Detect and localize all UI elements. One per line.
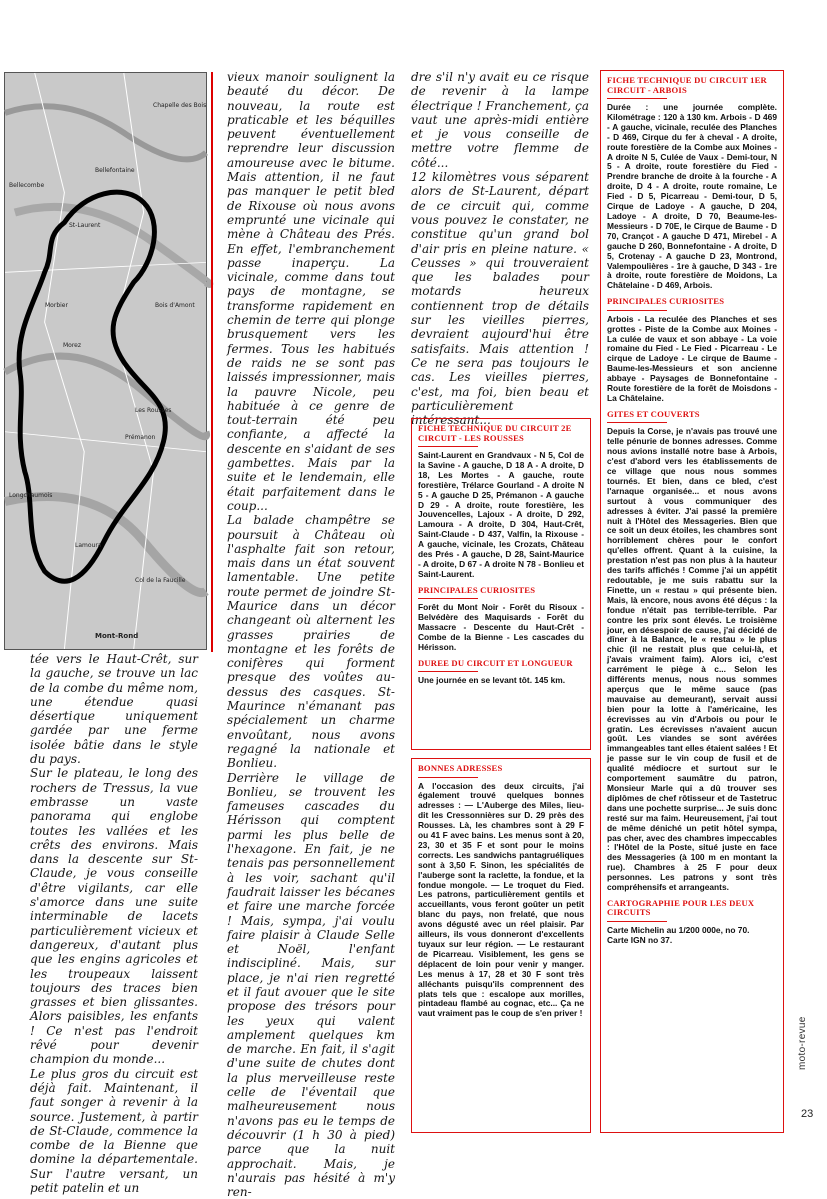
map-label: Bois d'Amont [155, 302, 195, 309]
magazine-name: moto-revue [797, 1016, 808, 1070]
curiosities-list: Arbois - La reculée des Planches et ses grottes - Piste de la Combe aux Moines - La culée de vaux et son abbaye - La voie romaine du Fied - Le Fied - Picarreau - Le cirque de Ladoye - Le cirque de Baume - Baume-les-Messieurs et son ancienne abbaye - Paysages de Bonnefontaine - Route forestière de la forêt de Moisdons - La Châtelaine. [607, 313, 777, 403]
map-label: Mont-Rond [95, 632, 139, 640]
good-addresses-box [411, 758, 591, 1133]
map-reference: Carte Michelin au 1/200 000e, no 70. [607, 924, 750, 935]
article-column-2 [227, 70, 395, 1199]
map-graphic [5, 73, 206, 649]
map-label: Morez [63, 342, 82, 349]
map-label: Les Rousses [135, 407, 172, 414]
curiosities-list: Forêt du Mont Noir - Forêt du Risoux - Belvédère des Maquisards - Forêt du Massacre - Descente du Haut-Crêt - Combe de la Bienne - Les cascades du Hérisson. [418, 602, 584, 652]
paragraph: Sur le plateau, le long des rochers de Tressus, la vue embrasse un vaste panorama qui englobe toutes les vallées et les crêts des environs. Mais dans la descente sur St-Claude, je vous conseille d'être vigilants, car elle s'amorce dans une suite interminable de lacets particulièrement vicieux et dangereux, d'autant plus que les engins agricoles et les troupeaux laissent toujours des traces bien grasses et bien glissantes. Alors paisibles, les enfants ! Ce n'est pas l'endroit rêvé pour devenir champion du monde... [30, 766, 198, 1067]
section-title: GITES ET COUVERTS [607, 408, 700, 419]
technical-sheet-circuit-2 [411, 418, 591, 750]
map-label: Bellecombe [9, 182, 45, 189]
lodging-text: Depuis la Corse, je n'avais pas trouvé une telle pénurie de bonnes adresses. Comme nous avions installé notre base à Arbois, c'est d'abord vers les établissements de ce village que nous nous sommes tournés. Et bien, dans ce bled, c'est l'arnaque organisée... et nous avons surtout à vous communiquer des adresses à éviter. J'ai passé la première nuit à l'Hôtel des Messageries. Bien que ce soit un deux étoiles, les chambres sont horriblement chères pour le confort qu'elles offrent. Quant à la cuisine, la prestation n'est pas non plus à la hauteur des tarifs affichés ! Comme j'ai un appétit redoutable, je me suis rabattu sur la Finette, un « restau » qui présente bien. Mais, là encore, nous avons été déçus : la fondue n'était pas terrible-terrible. Par contre les prix sont élevés. Le troisième jour, en désespoir de cause, j'ai décidé de dîner à la Balance, le « restau » le plus chic (il ne restait plus que celui-là, et j'avais vraiment faim). Alors ici, c'est carrément le piège à c... Selon les différents menus, nous nous sommes aperçus que le même sauce (pas mauvaise au demeurant), servait aussi bien pour la lotte à l'américaine, les écrevisses au vin d'Arbois ou pour le gratin. Les écrevisses n'avaient aucun goût. Les viandes se sont avérées immangeables tant elles étaient salées ! Et je passe sur le vin coup de fusil et de qualité médiocre et surtout sur le comportement saumâtre du patron, Monsieur Marle qui a dû trouver ses diplômes de chef rôtisseur et de Tastetruc dans une pochette surprise... Je suis donc resté sur ma faim. Heureusement, j'ai tout de même déniché un petit hôtel sympa, pas cher, avec des chambres impeccables : l'Hôtel de la Poste, situé juste en face des Messageries (à 100 m en montant la rue). Chambres à 25 F pour deux personnes. Les patrons y sont très compréhensifs et arrangeants. [607, 426, 777, 893]
map-label: Prémanon [125, 434, 156, 441]
section-title: PRINCIPALES CURIOSITES [418, 584, 536, 595]
paragraph: dre s'il n'y avait eu ce risque de revenir à la lampe électrique ! Franchement, ça vaut une après-midi entière et je vous conseille de mettre votre flemme de côté... [411, 70, 589, 170]
paragraph: La balade champêtre se poursuit à Château où l'asphalte fait son retour, mais dans un état souvent lamentable. Une petite route permet de joindre St-Maurice dans un décor changeant où alternent les grasses prairies de montagne et les forêts de conifères qui forment presque des voûtes au-dessus des casques. St-Maurince n'émanant pas spécialement un charme envoûtant, nous avons regagné la nationale et Bonlieu. [227, 513, 395, 771]
section-title: DUREE DU CIRCUIT ET LONGUEUR [418, 657, 573, 668]
section-title: PRINCIPALES CURIOSITES [607, 296, 725, 307]
addresses-text: A l'occasion des deux circuits, j'ai également trouvé quelques bonnes adresses : — L'Auberge des Miles, lieu-dit les Cressonnières sur D. 29 près des Rousses. Là, les chambres sont à 29 F ou 41 F avec bains. Les menus sont à 20, 23, 30 et 35 F et sont pour le moins corrects. Les sandwichs pantagruéliques sont à 3,50 F. Sinon, les spécialités de l'auberge sont la raclette, la fondue, et la fondue mongole. — Le troquet du Fied. Les patrons, particulièrement gentils et accueillants, vous feront goûter un petit blanc du pays, non frelaté, que nous avons dégusté avec un réel plaisir. Par ailleurs, ils vous donneront d'excellents tuyaux sur leur région. — Le restaurant de Picarreau. Visiblement, les gens se déplacent de loin pour venir y manger. Les menus à 17, 28 et 30 F sont très alléchants puisqu'ils comprennent des plats tels que : escalope aux morilles, pintadeau flambé au cognac, etc... Ça ne vaut vraiment pas le coup de s'en priver ! [418, 780, 584, 1019]
article-column-1 [30, 652, 198, 1195]
map-label: Longchaumois [9, 492, 53, 499]
section-title: CARTOGRAPHIE POUR LES DEUX CIRCUITS [607, 897, 755, 918]
map-label: Bellefontaine [95, 167, 135, 174]
box-title: BONNES ADRESSES [418, 763, 503, 773]
page-number: 23 [801, 1108, 814, 1120]
technical-sheet-circuit-1 [600, 70, 784, 1133]
paragraph: Derrière le village de Bonlieu, se trouvent les fameuses cascades du Hérisson qui comptent parmi les plus belle de l'hexagone. En fait, je ne tenais pas personnellement à les voir, sachant qu'il faudrait laisser les bécanes et faire une marche forcée ! Mais, sympa, j'ai voulu faire plaisir à Claude Selle et Noël, l'enfant indiscipliné. Mais, sur place, je n'ai rien regretté et il faut avouer que le site propose des trésors pour les yeux qui valent amplement quelques km de marche. En fait, il s'agit d'une suite de chutes dont la plus merveilleuse reste celle de l'éventail que malheureusement nous n'avons pas eu le temps de découvrir (1 h 30 à pied) parce que la nuit approchait. Mais, je n'aurais pas hésité à m'y ren- [227, 770, 395, 1199]
map-label: Lamoura [75, 542, 102, 549]
paragraph: Le plus gros du circuit est déjà fait. Maintenant, il faut songer à revenir à la source. Justement, à partir de St-Claude, commence la combe de la Bienne que domine la départementale. Sur l'autre versant, un petit patelin et un [30, 1066, 198, 1195]
map-label: Col de la Faucille [135, 577, 186, 584]
map-label: Morbier [45, 302, 68, 309]
map-reference: Carte IGN no 37. [607, 934, 673, 945]
box-title: FICHE TECHNIQUE DU CIRCUIT 1ER CIRCUIT - ARBOIS [607, 75, 767, 95]
route-description: Saint-Laurent en Grandvaux - N 5, Col de la Savine - A gauche, D 18 A - A droite, D 18, Les Mortes - A gauche, route forestière, Trélarce Gourland - A droite N 5 - A gauche D 25, Prémanon - A gauche D 29 - A droite, route forestière, les Jouvencelles, Lajoux - A droite, D 292, Lamoura - A droite, D 304, Haut-Crêt, Saint-Claude - D 437, Valfin, la Rixouse - A gauche, vicinale, les Crozats, Château des Prés - A gauche, D 28, Saint-Maurice - A droite, D 67 - A droite N 78 - Bonlieu et Saint-Laurent. [418, 450, 584, 579]
paragraph: 12 kilomètres vous séparent alors de St-Laurent, départ de ce circuit qui, comme vous pouvez le constater, ne constitue qu'un grand bol d'air pris en pleine nature. « Ceusses » qui trouveraient que les balades pour motards heureux contiennent trop de détails sur les vieilles pierres, devraient aujourd'hui être satisfaits. Mais attention ! Ce ne sera pas toujours le cas. Les vieilles pierres, c'est, ma foi, bien beau et particulièrement intéressant... [411, 170, 589, 428]
box-title: FICHE TECHNIQUE DU CIRCUIT 2E CIRCUIT - LES ROUSSES [418, 423, 572, 443]
paragraph: vieux manoir soulignent la beauté du décor. De nouveau, la route est praticable et les béquilles peuvent éventuellement reprendre leur discussion amoureuse avec le bitume. Mais attention, il ne faut pas manquer le petit bled de Rixouse où nous avons emprunté une vicinale qui mène à Château des Prés. En effet, l'embranchement passe inaperçu. La vicinale, comme dans tout pays de montagne, se transforme rapidement en chemin de terre qui plonge brusquement vers les fermes. Tous les habitués de raids ne se sont pas laissés impressionner, mais la pauvre Nicole, peu habituée à ce genre de tout-terrain été peu confiante, a affecté la descente en s'aidant de ses gambettes. Mais par la suite et le lendemain, elle était parfaitement dans le coup... [227, 70, 395, 513]
article-column-3 [411, 70, 589, 428]
map-label: St-Laurent [69, 222, 101, 229]
duration-text: Une journée en se levant tôt. 145 km. [418, 675, 566, 686]
paragraph: tée vers le Haut-Crêt, sur la gauche, se trouve un lac de la combe du même nom, une étendue quasi désertique uniquement gardée par une ferme isolée bâtie dans le style du pays. [30, 652, 198, 767]
map-label: Chapelle des Bois [153, 102, 207, 109]
column-rule [211, 72, 213, 652]
route-description: Durée : une journée complète. Kilométrage : 120 à 130 km. Arbois - D 469 - A gauche, vicinale, reculée des Planches - D 469, Cirque du fer à cheval - A droite, route forestière de la Combe aux Moines - A droite N 5, Culée de Vaux - Demi-tour, N 5 - A droite, route forestière du Fied - Prendre branche de droite à la fourche - A droite, D 4 - A droite, route romaine, Le Fied - D 5, Picarreau - Demi-tour, D 5, Cirque de Ladoye - A gauche, D 204, Ladoye - A droite, D 70, Beaume-les-Messieurs - D 70E, le Cirque de Baume - D 70, Crançot - A gauche D 471, Mirebel - A gauche D 260, Bonnefontaine - A droite, D 5, Crotenay - A gauche D 23, Montrond, Valempoulières - 1re à gauche, D 343 - 1re à droite, route forestière de Moidons, La Châtelaine - D 469, Arbois. [607, 102, 777, 291]
route-map [4, 72, 207, 650]
